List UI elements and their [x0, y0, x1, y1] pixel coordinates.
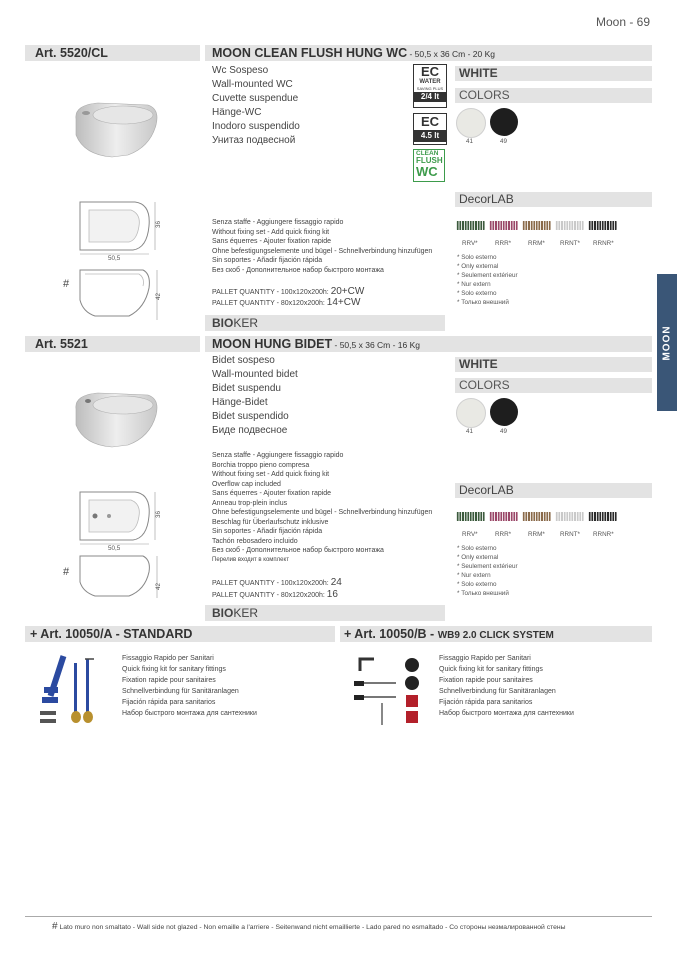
bidet-decor-note: * Only external	[457, 554, 499, 561]
bidet-height-dim: 42	[155, 582, 163, 591]
accessory-b-line: Набор быстрого монтажа для сантехники	[439, 710, 574, 717]
wc-decor-swatch[interactable]	[522, 221, 551, 230]
bidet-decor-code: RRR*	[495, 531, 512, 538]
saving-text: SAVING PLUS	[416, 86, 444, 91]
bidet-decor-note: * Solo externo	[457, 581, 497, 588]
eco-litres-badge	[413, 113, 447, 145]
litres-text: 4.5 lt	[414, 130, 446, 142]
bidet-decor-note: * Nur extern	[457, 572, 491, 579]
wc-color-code: 49	[500, 138, 508, 145]
wc-fixing-line: Without fixing set - Add quick fixing kit	[212, 228, 330, 236]
bidet-top-view-drawing	[75, 486, 165, 546]
bidet-name: MOON HUNG BIDET	[212, 337, 333, 351]
pallet-label: PALLET QUANTITY - 80x120x200h:	[212, 300, 325, 307]
bidet-fixing-line: Borchia troppo pieno compresa	[212, 461, 310, 469]
wc-side-view-drawing	[75, 264, 165, 324]
wc-fixing-line: Без скоб - Дополнительное набор быстрого монтажа	[212, 266, 384, 274]
bioker-rest: KER	[233, 316, 259, 330]
bidet-hash-mark: #	[63, 566, 70, 578]
bidet-decor-note: * Solo esterno	[457, 545, 497, 552]
wc-decor-note: * Только внешний	[457, 299, 509, 306]
accessory-a-line: Набор быстрого монтажа для сантехники	[122, 710, 257, 717]
bidet-fixing-line: Tachón rebosadero incluido	[212, 537, 298, 545]
wc-height-dim: 42	[155, 292, 163, 301]
bidet-fixing-line: Anneau trop-plein inclus	[212, 499, 288, 507]
wc-fixing-line: Sin soportes - Añadir fijación rápida	[212, 257, 323, 264]
wc-decor-note: * Nur extern	[457, 281, 491, 288]
pallet-value: 14+CW	[326, 297, 361, 308]
wc-fixing-line: Ohne befestigungselemente und bügel - Schnellverbindung hinzufügen	[212, 247, 433, 255]
eco-logo-text: EC	[420, 114, 440, 129]
accessory-a-line: Fijación rápida para sanitarios	[122, 699, 216, 706]
wc-art-number: Art. 5520/CL	[35, 46, 108, 60]
accessory-b-line: Fixation rapide pour sanitaires	[439, 677, 533, 684]
bioker-bold: BIO	[212, 316, 234, 330]
bidet-decor-swatch[interactable]	[456, 512, 485, 521]
wc-fixing-line: Senza staffe - Aggiungere fissaggio rapido	[212, 219, 344, 226]
wc-name-line: Inodoro suspendido	[212, 121, 300, 132]
bidet-decor-note: * Seulement extérieur	[457, 563, 518, 570]
wc-width-dim: 50,5	[108, 255, 121, 262]
wc-product-image	[68, 95, 163, 165]
accessory-a-title: + Art. 10050/A - STANDARD	[30, 627, 193, 641]
wc-decor-code: RRM*	[528, 240, 545, 247]
flush-text: FLUSH	[416, 156, 443, 165]
accessory-a-line: Quick fixing kit for sanitary fittings	[122, 666, 226, 673]
fixing-kit-b-image	[352, 653, 427, 728]
wc-swatch-41[interactable]	[456, 108, 486, 138]
wc-decor-note: * Solo esterno	[457, 254, 497, 261]
wc-swatch-49[interactable]	[490, 108, 518, 136]
footer-hash: #	[52, 921, 58, 932]
wc-name-line: Hänge-WC	[212, 107, 262, 118]
pallet-value: 16	[326, 589, 338, 600]
bidet-fixing-line: Без скоб - Дополнительное набор быстрого монтажа	[212, 547, 384, 554]
fixing-kit-a-image	[38, 653, 113, 728]
wc-name-line: Унитаз подвесной	[212, 135, 296, 146]
wc-colors-label: COLORS	[455, 88, 652, 103]
bidet-decor-note: * Только внешний	[457, 590, 509, 597]
bidet-fixing-line: Перелив входит в комплект	[212, 556, 289, 563]
bidet-name-line: Wall-mounted bidet	[212, 369, 298, 380]
water-text: WATER	[419, 79, 441, 85]
bidet-width-dim: 50,5	[108, 545, 121, 552]
bidet-name-line: Bidet sospeso	[212, 355, 275, 366]
wc-decor-swatch[interactable]	[489, 221, 518, 230]
accessory-b-line: Schnellverbindung für Sanitäranlagen	[439, 688, 556, 695]
bidet-name-line: Bidet suspendido	[212, 411, 289, 422]
accessory-b-line: Quick fixing kit for sanitary fittings	[439, 666, 543, 673]
pallet-label: PALLET QUANTITY - 100x120x200h:	[212, 289, 329, 296]
pallet-value: 20+CW	[330, 286, 365, 297]
bidet-fixing-line: Beschlag für Überlaufschutz inklusive	[212, 518, 329, 526]
bidet-swatch-41[interactable]	[456, 398, 486, 428]
accessory-b-art: + Art. 10050/B -	[344, 627, 438, 641]
accessory-b-system: WB9 2.0 CLICK SYSTEM	[437, 630, 554, 641]
bidet-decor-swatch[interactable]	[555, 512, 584, 521]
bidet-fixing-line: Sin soportes - Añadir fijación rápida	[212, 528, 323, 535]
wc-decor-code: RRR*	[495, 240, 512, 247]
eco-water-saving-badge	[413, 64, 447, 108]
wc-white-label: WHITE	[455, 66, 652, 81]
wc-pallet-1	[212, 287, 364, 298]
wc-decorlab-label: DecorLAB	[455, 192, 652, 207]
bidet-pallet-1	[212, 578, 342, 589]
accessory-a-line: Schnellverbindung für Sanitäranlagen	[122, 688, 239, 695]
bidet-depth-dim: 36	[155, 510, 163, 519]
bidet-fixing-line: Ohne befestigungselemente und bügel - Schnellverbindung hinzufügen	[212, 509, 433, 516]
wc-name: MOON CLEAN FLUSH HUNG WC	[212, 46, 408, 60]
wc-decor-swatch[interactable]	[588, 221, 617, 230]
bidet-fixing-line: Sans équerres - Ajouter fixation rapide	[212, 490, 332, 497]
clean-text: CLEAN	[416, 150, 439, 157]
wc-bioker-label	[212, 315, 258, 331]
wc-decor-note: * Only external	[457, 263, 499, 270]
bidet-decor-swatch[interactable]	[489, 512, 518, 521]
pallet-value: 24	[330, 577, 342, 588]
bidet-dims: - 50,5 x 36 Cm - 16 Kg	[332, 340, 421, 350]
wc-decor-code: RRNT*	[560, 240, 580, 247]
bidet-white-label: WHITE	[455, 357, 652, 372]
pallet-label: PALLET QUANTITY - 100x120x200h:	[212, 580, 329, 587]
footer-divider	[25, 916, 652, 917]
bidet-art-number: Art. 5521	[35, 337, 88, 351]
accessory-b-line: Fissaggio Rapido per Sanitari	[439, 655, 531, 662]
bidet-colors-label: COLORS	[455, 378, 652, 393]
bidet-decor-code: RRV*	[462, 531, 478, 538]
section-tab-label: MOON	[661, 324, 673, 361]
bidet-product-image	[68, 385, 163, 455]
wc-text: WC	[416, 164, 438, 179]
wc-fixing-line: Sans équerres - Ajouter fixation rapide	[212, 238, 332, 245]
bidet-bioker-label	[212, 605, 258, 621]
wc-color-code: 41	[466, 138, 474, 145]
bidet-decor-code: RRNR*	[593, 531, 614, 538]
wc-pallet-2	[212, 298, 360, 309]
wc-hash-mark: #	[63, 278, 70, 290]
bidet-name-line: Bidet suspendu	[212, 383, 281, 394]
wc-decor-note: * Seulement extérieur	[457, 272, 518, 279]
bidet-decorlab-label: DecorLAB	[455, 483, 652, 498]
bidet-title	[212, 336, 420, 353]
wc-dims: - 50,5 x 36 Cm - 20 Kg	[407, 49, 495, 59]
bidet-fixing-line: Without fixing set - Add quick fixing kit	[212, 471, 330, 478]
bidet-decor-code: RRNT*	[560, 531, 580, 538]
bidet-color-code: 49	[500, 428, 508, 435]
wc-decor-code: RRNR*	[593, 240, 614, 247]
bidet-swatch-49[interactable]	[490, 398, 518, 426]
wc-decor-note: * Solo externo	[457, 290, 497, 297]
accessory-b-line: Fijación rápida para sanitarios	[439, 699, 533, 706]
wc-name-line: Cuvette suspendue	[212, 93, 299, 104]
wc-name-line: Wc Sospeso	[212, 65, 269, 76]
bidet-pallet-2	[212, 590, 338, 601]
clean-flush-badge	[413, 149, 445, 182]
bidet-side-view-drawing	[75, 552, 165, 602]
footer-note	[52, 921, 566, 932]
wc-decor-swatch[interactable]	[456, 221, 485, 230]
bidet-decor-code: RRM*	[528, 531, 545, 538]
wc-title	[212, 45, 495, 62]
accessory-a-line: Fixation rapide pour sanitaires	[122, 677, 216, 684]
accessory-b-title	[344, 626, 554, 644]
bioker-rest: KER	[233, 606, 259, 620]
bidet-fixing-line: Overflow cap included	[212, 480, 281, 488]
bioker-bold: BIO	[212, 606, 234, 620]
wc-decor-swatch[interactable]	[555, 221, 584, 230]
bidet-name-line: Hänge-Bidet	[212, 397, 268, 408]
bidet-decor-swatch[interactable]	[588, 512, 617, 521]
bidet-name-line: Биде подвесное	[212, 425, 288, 436]
bidet-decor-swatch[interactable]	[522, 512, 551, 521]
section-tab[interactable]	[657, 274, 677, 411]
wc-name-line: Wall-mounted WC	[212, 79, 293, 90]
eco-logo-text: EC	[420, 64, 440, 79]
page-label: Moon - 69	[596, 15, 651, 29]
accessory-a-line: Fissaggio Rapido per Sanitari	[122, 655, 214, 662]
bidet-fixing-line: Senza staffe - Aggiungere fissaggio rapido	[212, 452, 344, 459]
wc-top-view-drawing	[75, 196, 165, 256]
pallet-label: PALLET QUANTITY - 80x120x200h:	[212, 592, 325, 599]
bidet-color-code: 41	[466, 428, 474, 435]
wc-decor-code: RRV*	[462, 240, 478, 247]
wc-depth-dim: 36	[155, 220, 163, 229]
litres-text: 2/4 lt	[414, 92, 446, 102]
footer-text: Lato muro non smaltato - Wall side not glazed - Non emaille a l'arriere - Seitenwand nicht emaillierte - Lado pared no esmaltado - Со стороны незмалированной стены	[59, 924, 566, 931]
